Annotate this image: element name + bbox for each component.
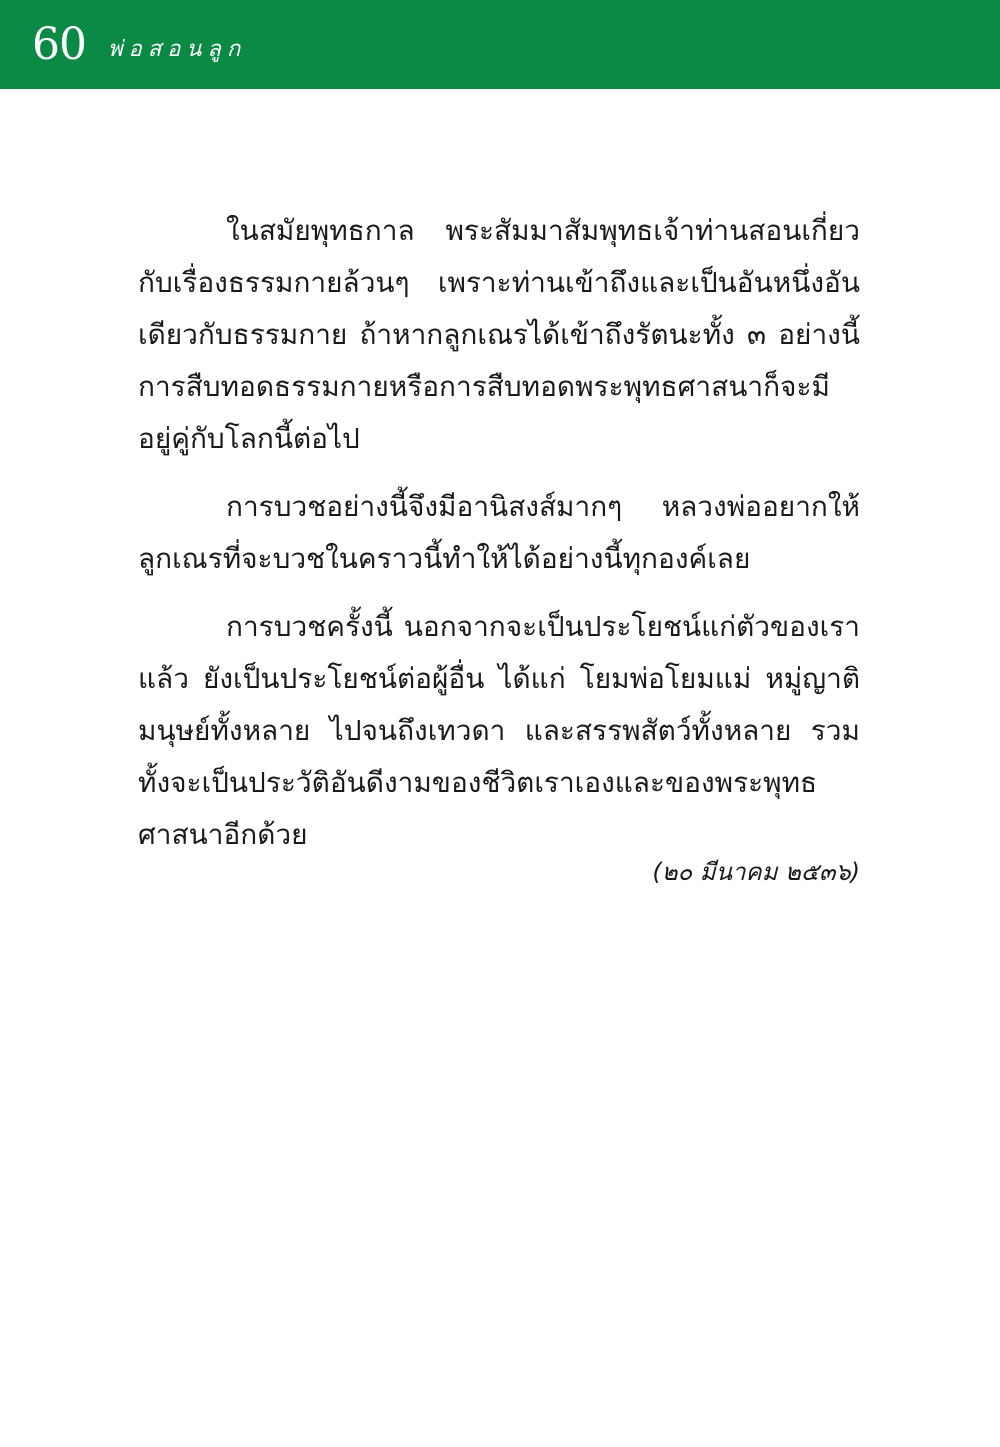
running-title: พ่อสอนลูก (108, 37, 247, 62)
body-text (138, 205, 860, 877)
header-band (0, 0, 1000, 89)
paragraph-3: การบวชครั้งนี้ นอกจากจะเป็นประโยชน์แก่ตัวของเราแล้ว ยังเป็นประโยชน์ต่อผู้อื่น ได้แก่ โยมพ่อโยมแม่ หมู่ญาติ มนุษย์ทั้งหลาย ไปจนถึงเทวดา และสรรพสัตว์ทั้งหลาย รวมทั้งจะเป็นประวัติอันดีงามของชีวิตเราเองและของพระพุทธศาสนาอีกด้วย (138, 610, 860, 851)
date-note: (๒๐ มีนาคม ๒๕๓๖) (652, 858, 860, 886)
page-number: 60 (32, 18, 86, 70)
paragraph-2: การบวชอย่างนี้จึงมีอานิสงส์มากๆ หลวงพ่ออยากให้ลูกเณรที่จะบวชในคราวนี้ทำให้ได้อย่างนี้ทุกองค์เลย (138, 490, 860, 575)
paragraph-1: ในสมัยพุทธกาล พระสัมมาสัมพุทธเจ้าท่านสอนเกี่ยวกับเรื่องธรรมกายล้วนๆ เพราะท่านเข้าถึงและเป็นอันหนึ่งอันเดียวกับธรรมกาย ถ้าหากลูกเณรได้เข้าถึงรัตนะทั้ง ๓ อย่างนี้ การสืบทอดธรรมกายหรือการสืบทอดพระพุทธศาสนาก็จะมีอยู่คู่กับโลกนี้ต่อไป (138, 214, 860, 455)
